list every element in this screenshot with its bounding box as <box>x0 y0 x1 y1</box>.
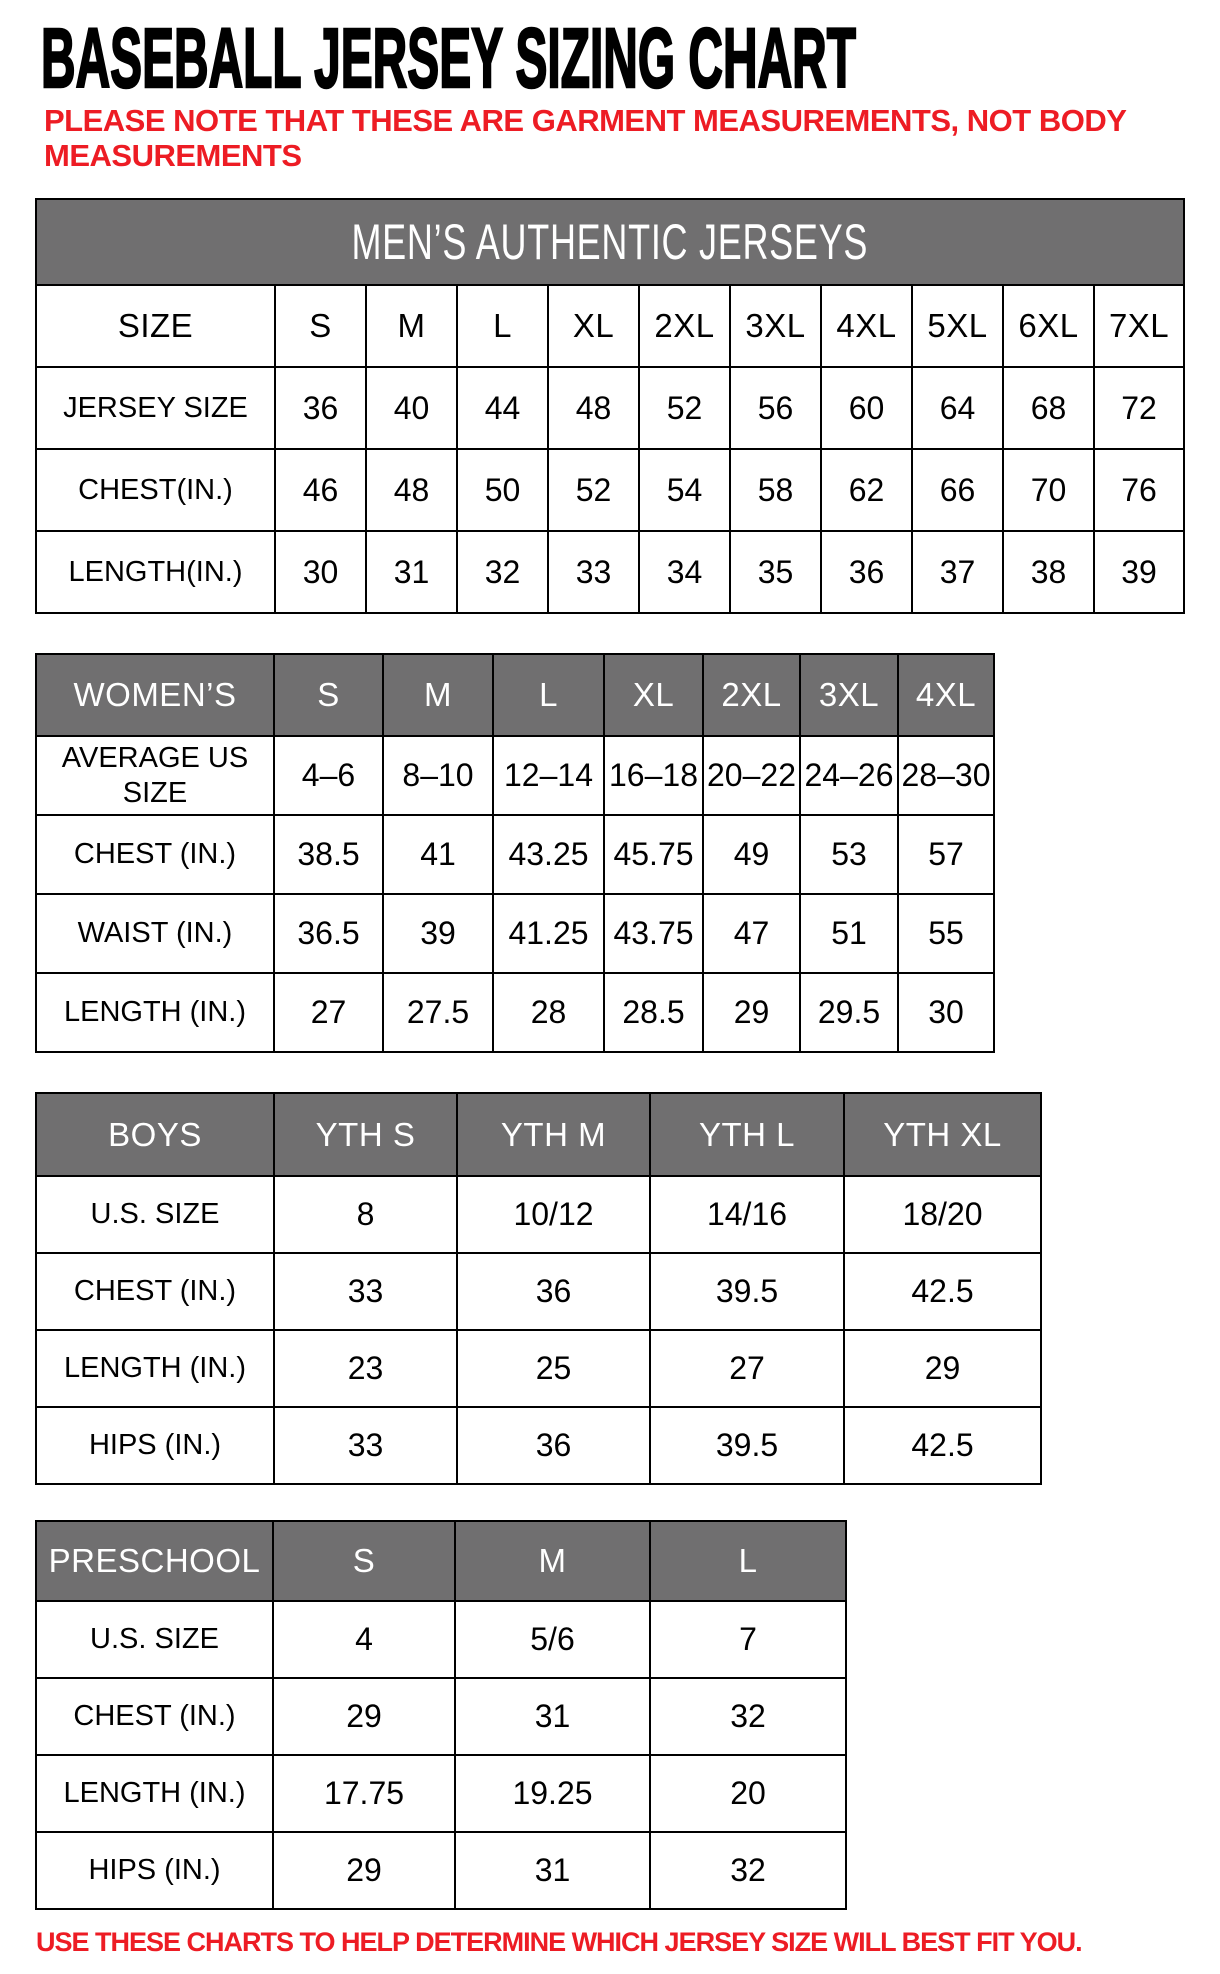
cell-value: 55 <box>898 894 994 973</box>
cell-value: 33 <box>548 531 639 613</box>
cell-value: 35 <box>730 531 821 613</box>
table-row <box>36 449 1184 531</box>
row-label: LENGTH (IN.) <box>36 1755 273 1832</box>
cell-value: 68 <box>1003 367 1094 449</box>
table-row <box>36 1330 1041 1407</box>
cell-value: 14/16 <box>650 1176 844 1253</box>
row-label: HIPS (IN.) <box>36 1832 273 1909</box>
cell-value: 33 <box>274 1253 457 1330</box>
cell-value: 76 <box>1094 449 1184 531</box>
cell-value: 40 <box>366 367 457 449</box>
cell-value: 52 <box>548 449 639 531</box>
row-label: CHEST (IN.) <box>36 1253 274 1330</box>
cell-value: 38.5 <box>274 815 383 894</box>
cell-value: 58 <box>730 449 821 531</box>
row-label: CHEST (IN.) <box>36 815 274 894</box>
cell-value: 53 <box>800 815 898 894</box>
table-row <box>36 1176 1041 1253</box>
cell-value: 36 <box>457 1253 650 1330</box>
cell-value: 4 <box>273 1601 455 1678</box>
cell-value: 5/6 <box>455 1601 650 1678</box>
row-label: LENGTH (IN.) <box>36 1330 274 1407</box>
cell-value: 28.5 <box>604 973 703 1052</box>
cell-value: 16–18 <box>604 736 703 815</box>
cell-value: 31 <box>455 1832 650 1909</box>
cell-value: 27.5 <box>383 973 493 1052</box>
cell-value: 34 <box>639 531 730 613</box>
table-row <box>36 973 994 1052</box>
cell-value: 43.25 <box>493 815 604 894</box>
row-label: JERSEY SIZE <box>36 367 275 449</box>
row-label: U.S. SIZE <box>36 1601 273 1678</box>
column-header: 4XL <box>821 285 912 367</box>
cell-value: 10/12 <box>457 1176 650 1253</box>
table-banner-label: MEN’S AUTHENTIC JERSEYS <box>351 214 869 270</box>
table-banner <box>36 199 1184 285</box>
column-header: 5XL <box>912 285 1003 367</box>
column-header: 3XL <box>800 654 898 736</box>
cell-value: 36 <box>457 1407 650 1484</box>
cell-value: 32 <box>650 1678 846 1755</box>
row-label: AVERAGE US SIZE <box>36 736 274 815</box>
row-label-header: WOMEN’S <box>36 654 274 736</box>
row-label-header: SIZE <box>36 285 275 367</box>
row-label-header: BOYS <box>36 1093 274 1176</box>
cell-value: 60 <box>821 367 912 449</box>
cell-value: 27 <box>274 973 383 1052</box>
cell-value: 42.5 <box>844 1407 1041 1484</box>
cell-value: 39.5 <box>650 1407 844 1484</box>
cell-value: 66 <box>912 449 1003 531</box>
column-header: S <box>275 285 366 367</box>
cell-value: 36 <box>821 531 912 613</box>
cell-value: 36.5 <box>274 894 383 973</box>
cell-value: 8 <box>274 1176 457 1253</box>
cell-value: 62 <box>821 449 912 531</box>
cell-value: 41.25 <box>493 894 604 973</box>
cell-value: 56 <box>730 367 821 449</box>
column-header: S <box>273 1521 455 1601</box>
cell-value: 29 <box>844 1330 1041 1407</box>
cell-value: 52 <box>639 367 730 449</box>
column-header: XL <box>548 285 639 367</box>
cell-value: 17.75 <box>273 1755 455 1832</box>
cell-value: 64 <box>912 367 1003 449</box>
table-row <box>36 531 1184 613</box>
column-header: 7XL <box>1094 285 1184 367</box>
cell-value: 8–10 <box>383 736 493 815</box>
cell-value: 7 <box>650 1601 846 1678</box>
table-row <box>36 1755 846 1832</box>
cell-value: 45.75 <box>604 815 703 894</box>
cell-value: 54 <box>639 449 730 531</box>
cell-value: 43.75 <box>604 894 703 973</box>
womens-sizing-table <box>35 653 993 1053</box>
column-header: XL <box>604 654 703 736</box>
size-table <box>35 1092 1042 1485</box>
cell-value: 27 <box>650 1330 844 1407</box>
cell-value: 70 <box>1003 449 1094 531</box>
row-label: LENGTH (IN.) <box>36 973 274 1052</box>
column-header: S <box>274 654 383 736</box>
row-label: U.S. SIZE <box>36 1176 274 1253</box>
cell-value: 49 <box>703 815 800 894</box>
cell-value: 25 <box>457 1330 650 1407</box>
row-label: HIPS (IN.) <box>36 1407 274 1484</box>
cell-value: 4–6 <box>274 736 383 815</box>
cell-value: 39.5 <box>650 1253 844 1330</box>
row-label: CHEST (IN.) <box>36 1678 273 1755</box>
cell-value: 31 <box>366 531 457 613</box>
table-row <box>36 1601 846 1678</box>
cell-value: 37 <box>912 531 1003 613</box>
cell-value: 36 <box>275 367 366 449</box>
cell-value: 24–26 <box>800 736 898 815</box>
size-table <box>35 198 1185 614</box>
cell-value: 18/20 <box>844 1176 1041 1253</box>
cell-value: 51 <box>800 894 898 973</box>
row-label-header: PRESCHOOL <box>36 1521 273 1601</box>
cell-value: 33 <box>274 1407 457 1484</box>
row-label: CHEST(IN.) <box>36 449 275 531</box>
table-row <box>36 736 994 815</box>
table-header-row <box>36 1093 1041 1176</box>
table-row <box>36 1253 1041 1330</box>
table-row <box>36 1678 846 1755</box>
garment-measurements-note: PLEASE NOTE THAT THESE ARE GARMENT MEASUREMENTS, NOT BODY MEASUREMENTS <box>44 103 1126 173</box>
table-row <box>36 1407 1041 1484</box>
column-header: L <box>493 654 604 736</box>
column-header: 6XL <box>1003 285 1094 367</box>
column-header: YTH XL <box>844 1093 1041 1176</box>
cell-value: 20 <box>650 1755 846 1832</box>
row-label: LENGTH(IN.) <box>36 531 275 613</box>
cell-value: 38 <box>1003 531 1094 613</box>
cell-value: 48 <box>366 449 457 531</box>
column-header: 4XL <box>898 654 994 736</box>
column-header: YTH M <box>457 1093 650 1176</box>
column-header: L <box>457 285 548 367</box>
cell-value: 57 <box>898 815 994 894</box>
column-header: YTH S <box>274 1093 457 1176</box>
cell-value: 28 <box>493 973 604 1052</box>
cell-value: 28–30 <box>898 736 994 815</box>
column-header: M <box>455 1521 650 1601</box>
mens-sizing-table <box>35 198 1183 614</box>
preschool-sizing-table <box>35 1520 845 1910</box>
cell-value: 32 <box>650 1832 846 1909</box>
cell-value: 29 <box>273 1832 455 1909</box>
table-row <box>36 367 1184 449</box>
cell-value: 32 <box>457 531 548 613</box>
cell-value: 72 <box>1094 367 1184 449</box>
cell-value: 39 <box>1094 531 1184 613</box>
cell-value: 20–22 <box>703 736 800 815</box>
column-header: 2XL <box>703 654 800 736</box>
footer-note: USE THESE CHARTS TO HELP DETERMINE WHICH JERSEY SIZE WILL BEST FIT YOU. <box>36 1927 1082 1957</box>
cell-value: 42.5 <box>844 1253 1041 1330</box>
table-banner-row <box>36 199 1184 285</box>
column-header: 2XL <box>639 285 730 367</box>
column-header: YTH L <box>650 1093 844 1176</box>
table-header-row <box>36 285 1184 367</box>
table-row <box>36 1832 846 1909</box>
size-table <box>35 1520 847 1910</box>
column-header: L <box>650 1521 846 1601</box>
cell-value: 23 <box>274 1330 457 1407</box>
cell-value: 41 <box>383 815 493 894</box>
cell-value: 29 <box>273 1678 455 1755</box>
cell-value: 19.25 <box>455 1755 650 1832</box>
column-header: 3XL <box>730 285 821 367</box>
table-header-row <box>36 654 994 736</box>
cell-value: 44 <box>457 367 548 449</box>
cell-value: 29.5 <box>800 973 898 1052</box>
table-row <box>36 894 994 973</box>
cell-value: 30 <box>898 973 994 1052</box>
size-table <box>35 653 995 1053</box>
cell-value: 39 <box>383 894 493 973</box>
column-header: M <box>366 285 457 367</box>
cell-value: 46 <box>275 449 366 531</box>
cell-value: 48 <box>548 367 639 449</box>
cell-value: 30 <box>275 531 366 613</box>
boys-sizing-table <box>35 1092 1040 1485</box>
cell-value: 29 <box>703 973 800 1052</box>
cell-value: 12–14 <box>493 736 604 815</box>
cell-value: 50 <box>457 449 548 531</box>
table-header-row <box>36 1521 846 1601</box>
row-label: WAIST (IN.) <box>36 894 274 973</box>
table-row <box>36 815 994 894</box>
cell-value: 31 <box>455 1678 650 1755</box>
cell-value: 47 <box>703 894 800 973</box>
page-title: BASEBALL JERSEY SIZING CHART <box>41 11 856 105</box>
column-header: M <box>383 654 493 736</box>
